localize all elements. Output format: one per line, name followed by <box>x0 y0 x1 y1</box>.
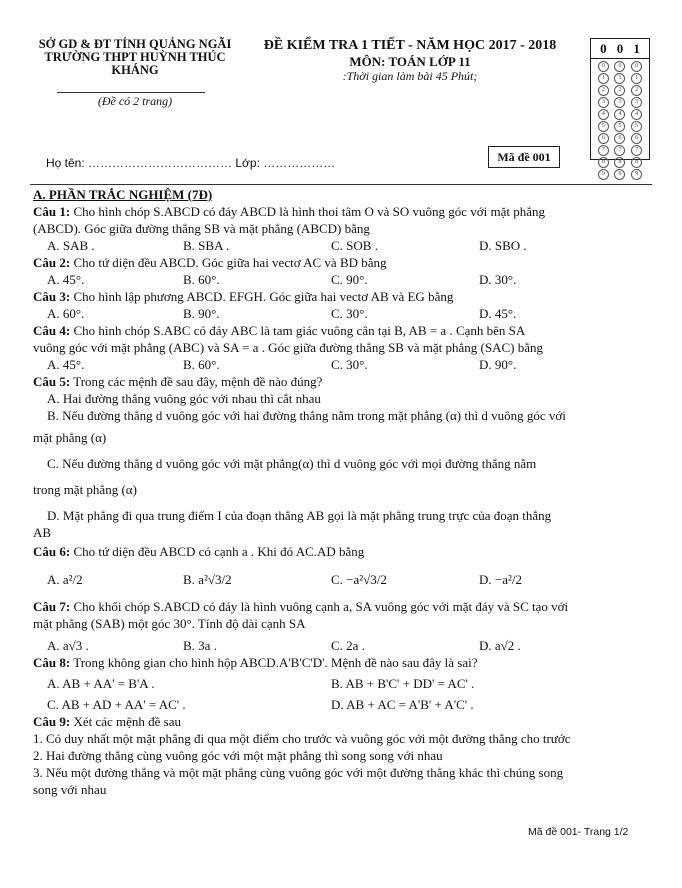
code-digit: 0 <box>616 41 624 56</box>
bubble-9[interactable]: 9 <box>631 169 642 180</box>
question-label: Câu 5: <box>33 374 71 389</box>
bubble-4[interactable]: 4 <box>614 109 625 120</box>
school-name-line2: KHÁNG <box>111 63 159 77</box>
time-line: :Thời gian làm bài 45 Phút; <box>342 69 478 83</box>
option-c[interactable]: C. 30°. <box>331 306 368 321</box>
exam-title: ĐỀ KIỂM TRA 1 TIẾT - NĂM HỌC 2017 - 2018 <box>263 38 557 53</box>
bubble-grid <box>591 59 649 183</box>
option-a[interactable]: A. AB + AA' = B'A . <box>47 676 155 691</box>
question-text-cont: mặt phẳng (SAB) một góc 30°. Tính độ dài cạnh SA <box>33 616 306 631</box>
option-a[interactable]: A. 60°. <box>47 306 85 321</box>
bubble-2[interactable]: 2 <box>598 85 609 96</box>
option-d[interactable]: D. Mặt phẳng đi qua trung điểm I của đoạn thẳng AB gọi là mặt phẳng trung trực của đoạn thẳng <box>47 508 552 523</box>
name-class-line: Họ tên: ……………………………… Lớp: ……………… <box>46 156 336 170</box>
option-c[interactable]: C. Nếu đường thẳng d vuông góc với mặt phẳng(α) thì d vuông góc với mọi đường thẳng nằm <box>47 456 537 471</box>
bubble-7[interactable]: 7 <box>598 145 609 156</box>
statement-3: 3. Nếu một đường thẳng và một mặt phẳng cùng vuông góc với một đường thẳng khác thì chúng song <box>33 765 564 780</box>
question-6 <box>33 543 649 560</box>
option-d[interactable]: D. 30°. <box>479 272 517 287</box>
option-d[interactable]: D. 45°. <box>479 306 517 321</box>
question-1 <box>33 203 649 220</box>
school-name-line1: TRƯỜNG THPT HUỲNH THÚC <box>44 50 226 64</box>
question-4 <box>33 322 649 339</box>
question-label: Câu 6: <box>33 544 71 559</box>
answer-options <box>33 637 649 654</box>
question-label: Câu 1: <box>33 204 71 219</box>
option-d[interactable]: D. −a²/2 <box>479 571 522 587</box>
option-c[interactable]: C. 2a . <box>331 638 365 653</box>
bubble-2[interactable]: 2 <box>631 85 642 96</box>
bubble-3[interactable]: 3 <box>598 97 609 108</box>
page-footer: Mã đề 001- Trang 1/2 <box>528 826 629 838</box>
question-text: Cho hình lập phương ABCD. EFGH. Góc giữa hai vectơ AB và EG bằng <box>70 289 454 304</box>
bubble-8[interactable]: 8 <box>631 157 642 168</box>
question-8 <box>33 654 649 671</box>
option-c-cont: trong mặt phẳng (α) <box>33 482 137 497</box>
answer-options <box>33 560 649 598</box>
exam-content <box>33 186 649 798</box>
bubble-0[interactable]: 0 <box>598 61 609 72</box>
option-d[interactable]: D. 90°. <box>479 357 517 372</box>
bubble-6[interactable]: 6 <box>614 133 625 144</box>
question-text: Trong các mệnh đề sau đây, mệnh đề nào đúng? <box>70 374 323 389</box>
question-label: Câu 7: <box>33 599 71 614</box>
option-a[interactable]: A. 45°. <box>47 272 85 287</box>
bubble-column <box>614 61 625 181</box>
option-c[interactable]: C. −a²√3/2 <box>331 571 387 587</box>
bubble-1[interactable]: 1 <box>598 73 609 84</box>
bubble-6[interactable]: 6 <box>598 133 609 144</box>
bubble-9[interactable]: 9 <box>614 169 625 180</box>
option-b[interactable]: B. 60°. <box>183 272 220 287</box>
question-text: Xét các mệnh đề sau <box>70 714 182 729</box>
bubble-9[interactable]: 9 <box>598 169 609 180</box>
header-divider <box>57 92 205 93</box>
option-a[interactable]: A. a√3 . <box>47 638 89 653</box>
bubble-7[interactable]: 7 <box>614 145 625 156</box>
question-text-cont: (ABCD). Góc giữa đường thẳng SB và mặt phẳng (ABCD) bằng <box>33 221 370 236</box>
code-digits <box>591 39 649 59</box>
bubble-6[interactable]: 6 <box>631 133 642 144</box>
bubble-column <box>598 61 609 181</box>
question-label: Câu 3: <box>33 289 71 304</box>
subject-line: MÔN: TOÁN LỚP 11 <box>349 54 471 69</box>
option-d[interactable]: D. SBO . <box>479 238 527 253</box>
bubble-5[interactable]: 5 <box>598 121 609 132</box>
code-digit: 0 <box>600 41 607 56</box>
option-a[interactable]: A. SAB . <box>47 238 95 253</box>
bubble-4[interactable]: 4 <box>631 109 642 120</box>
department-name: SỞ GD & ĐT TỈNH QUẢNG NGÃI <box>38 37 232 51</box>
bubble-3[interactable]: 3 <box>631 97 642 108</box>
option-a[interactable]: A. Hai đường thẳng vuông góc với nhau thì cắt nhau <box>47 391 321 406</box>
bubble-4[interactable]: 4 <box>598 109 609 120</box>
question-label: Câu 2: <box>33 255 71 270</box>
option-a[interactable]: A. a²/2 <box>47 571 83 587</box>
code-digit: 1 <box>633 41 640 56</box>
section-title: A. PHẦN TRẮC NGHIỆM (7Đ) <box>33 187 213 202</box>
question-text: Cho hình chóp S.ABC có đáy ABC là tam giác vuông cân tại B, AB = a . Cạnh bên SA <box>70 323 526 338</box>
question-text: Cho tứ diện đều ABCD. Góc giữa hai vectơ AC và BD bằng <box>70 255 387 270</box>
bubble-0[interactable]: 0 <box>631 61 642 72</box>
answer-options <box>33 271 649 288</box>
bubble-8[interactable]: 8 <box>614 157 625 168</box>
statement-1: 1. Có duy nhất một mặt phẳng đi qua một điểm cho trước và vuông góc với một đường thẳng cho trước <box>33 731 571 746</box>
question-text-cont: vuông góc với mặt phẳng (ABC) và SA = a . Góc giữa đường thẳng SB và mặt phẳng (SAC) bằng <box>33 340 543 355</box>
bubble-column <box>631 61 642 181</box>
bubble-3[interactable]: 3 <box>614 97 625 108</box>
option-c[interactable]: C. 30°. <box>331 357 368 372</box>
main-divider <box>30 184 652 185</box>
option-c[interactable]: C. SOB . <box>331 238 378 253</box>
question-9 <box>33 713 649 730</box>
option-b[interactable]: B. 3a . <box>183 638 217 653</box>
option-b-cont: mặt phẳng (α) <box>33 430 107 445</box>
option-b[interactable]: B. 60°. <box>183 357 220 372</box>
answer-options <box>33 356 649 373</box>
bubble-1[interactable]: 1 <box>631 73 642 84</box>
option-b[interactable]: B. SBA . <box>183 238 230 253</box>
bubble-5[interactable]: 5 <box>631 121 642 132</box>
option-b[interactable]: B. Nếu đường thẳng d vuông góc với hai đường thẳng nằm trong mặt phẳng (α) thì d vuông góc với <box>47 408 566 423</box>
question-7 <box>33 598 649 615</box>
bubble-5[interactable]: 5 <box>614 121 625 132</box>
question-text: Cho tứ diện đều ABCD có cạnh a . Khi đó AC.AD bằng <box>70 544 365 559</box>
option-c[interactable]: C. 90°. <box>331 272 368 287</box>
statement-3-cont: song với nhau <box>33 782 107 797</box>
question-label: Câu 8: <box>33 655 71 670</box>
question-5 <box>33 373 649 390</box>
bubble-0[interactable]: 0 <box>614 61 625 72</box>
statement-2: 2. Hai đường thẳng cùng vuông góc với một mặt phẳng thì song song với nhau <box>33 748 443 763</box>
option-a[interactable]: A. 45°. <box>47 357 85 372</box>
question-3 <box>33 288 649 305</box>
bubble-2[interactable]: 2 <box>614 85 625 96</box>
option-d-cont: AB <box>33 525 52 540</box>
option-b[interactable]: B. AB + B'C' + DD' = AC' . <box>331 676 475 691</box>
pages-note: (Đề có 2 trang) <box>97 94 173 108</box>
bubble-1[interactable]: 1 <box>614 73 625 84</box>
question-label: Câu 4: <box>33 323 71 338</box>
option-c[interactable]: C. AB + AD + AA' = AC' . <box>47 697 186 712</box>
answer-options <box>33 237 649 254</box>
question-text: Cho khối chóp S.ABCD có đáy là hình vuông cạnh a, SA vuông góc với mặt đáy và SC tạo với <box>70 599 569 614</box>
school-header <box>30 38 240 77</box>
question-label: Câu 9: <box>33 714 71 729</box>
question-text: Trong không gian cho hình hộp ABCD.A'B'C'D'. Mệnh đề nào sau đây là sai? <box>70 655 478 670</box>
answer-options <box>33 675 649 692</box>
exam-code-bubble-sheet <box>590 38 650 177</box>
question-text: Cho hình chóp S.ABCD có đáy ABCD là hình thoi tâm O và SO vuông góc với mặt phẳng <box>70 204 546 219</box>
option-b[interactable]: B. a²√3/2 <box>183 571 232 587</box>
question-2 <box>33 254 649 271</box>
bubble-7[interactable]: 7 <box>631 145 642 156</box>
answer-options <box>33 696 649 713</box>
bubble-8[interactable]: 8 <box>598 157 609 168</box>
exam-header <box>245 38 575 83</box>
exam-code-box: Mã đề 001 <box>488 146 560 168</box>
answer-options <box>33 305 649 322</box>
option-d[interactable]: D. a√2 . <box>479 638 521 653</box>
option-d[interactable]: D. AB + AC = A'B' + A'C' . <box>331 697 474 712</box>
option-b[interactable]: B. 90°. <box>183 306 220 321</box>
